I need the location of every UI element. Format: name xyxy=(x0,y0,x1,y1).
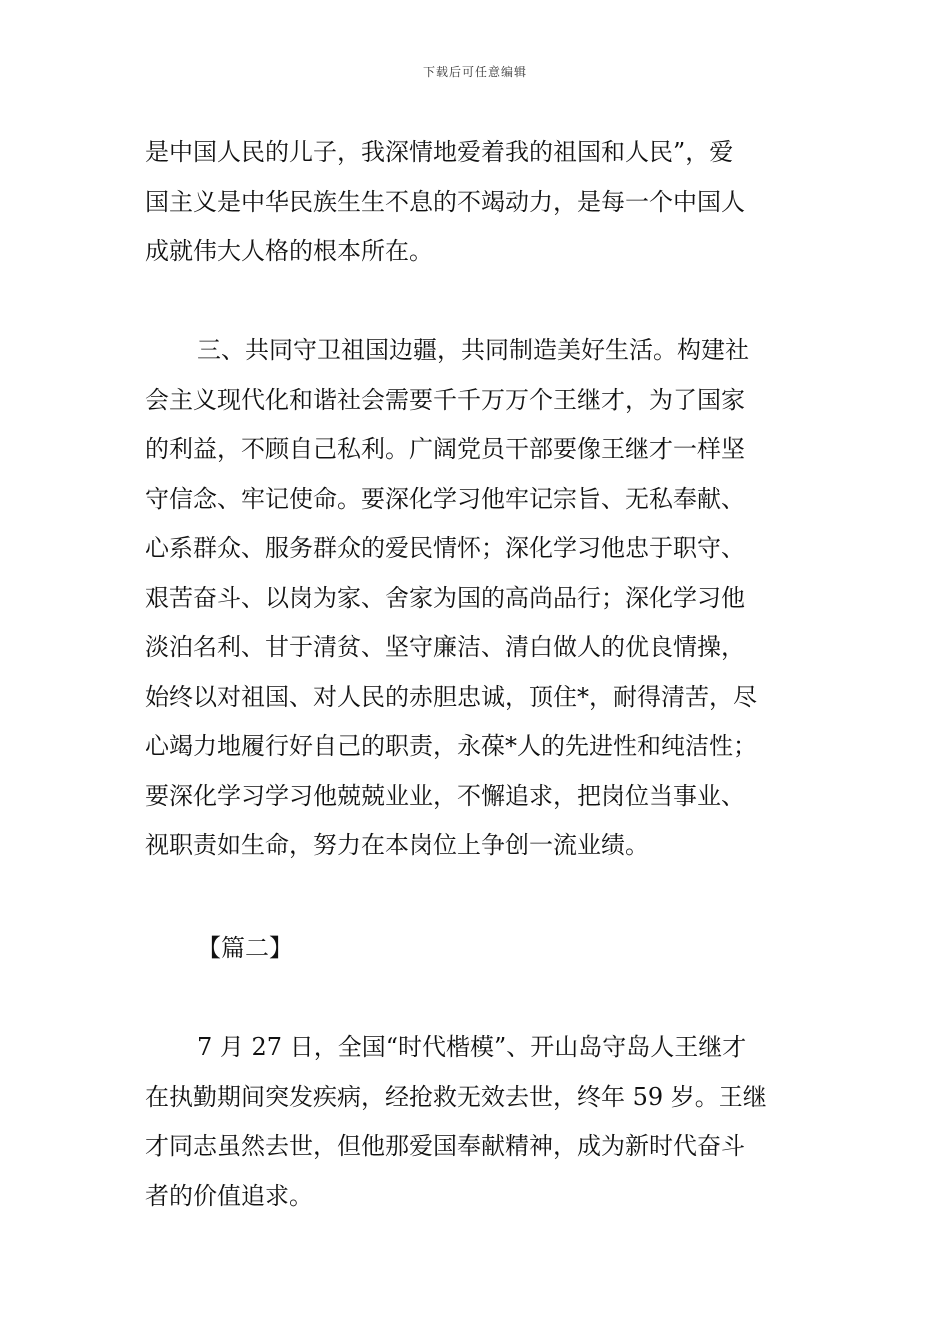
paragraph-2-line: 视职责如生命，努力在本岗位上争创一流业绩。 xyxy=(145,831,649,859)
paragraph-3-line: 在执勤期间突发疾病，经抢救无效去世，终年 59 岁。王继 xyxy=(145,1082,767,1111)
paragraph-2-line: 守信念、牢记使命。要深化学习他牢记宗旨、无私奉献、 xyxy=(145,484,745,513)
paragraph-2 xyxy=(145,326,810,871)
paragraph-2-line: 要深化学习学习他兢兢业业，不懈追求，把岗位当事业、 xyxy=(145,781,745,810)
paragraph-3-line: 才同志虽然去世，但他那爱国奉献精神，成为新时代奋斗 xyxy=(145,1132,745,1160)
paragraph-1-line: 成就伟大人格的根本所在。 xyxy=(145,237,433,265)
paragraph-2-line: 会主义现代化和谐社会需要千千万万个王继才，为了国家 xyxy=(145,385,745,414)
paragraph-1 xyxy=(145,128,810,277)
paragraph-2-line: 三、共同守卫祖国边疆，共同制造美好生活。构建社 xyxy=(197,336,749,364)
paragraph-2-line: 淡泊名利、甘于清贫、坚守廉洁、清白做人的优良情操， xyxy=(145,633,745,661)
paragraph-2-line: 心系群众、服务群众的爱民情怀；深化学习他忠于职守、 xyxy=(145,534,745,562)
paragraph-2-line: 的利益，不顾自己私利。广阔党员干部要像王继才一样坚 xyxy=(145,435,745,463)
paragraph-3-line: 者的价值追求。 xyxy=(145,1181,313,1210)
section-heading: 【篇二】 xyxy=(197,934,293,962)
page-header: 下载后可任意编辑 xyxy=(422,65,527,79)
paragraph-3 xyxy=(145,1023,810,1221)
paragraph-1-line: 国主义是中华民族生生不息的不竭动力，是每一个中国人 xyxy=(145,187,745,216)
paragraph-2-line: 艰苦奋斗、以岗为家、舍家为国的高尚品行；深化学习他 xyxy=(145,583,745,612)
paragraph-3-line: 7 月 27 日，全国“时代楷模”、开山岛守岛人王继才 xyxy=(197,1033,747,1061)
paragraph-2-line: 心竭力地履行好自己的职责，永葆*人的先进性和纯洁性； xyxy=(145,732,757,760)
paragraph-2-line: 始终以对祖国、对人民的赤胆忠诚，顶住*，耐得清苦，尽 xyxy=(145,682,757,711)
paragraph-1-line: 是中国人民的儿子，我深情地爱着我的祖国和人民”，爱 xyxy=(145,138,734,166)
